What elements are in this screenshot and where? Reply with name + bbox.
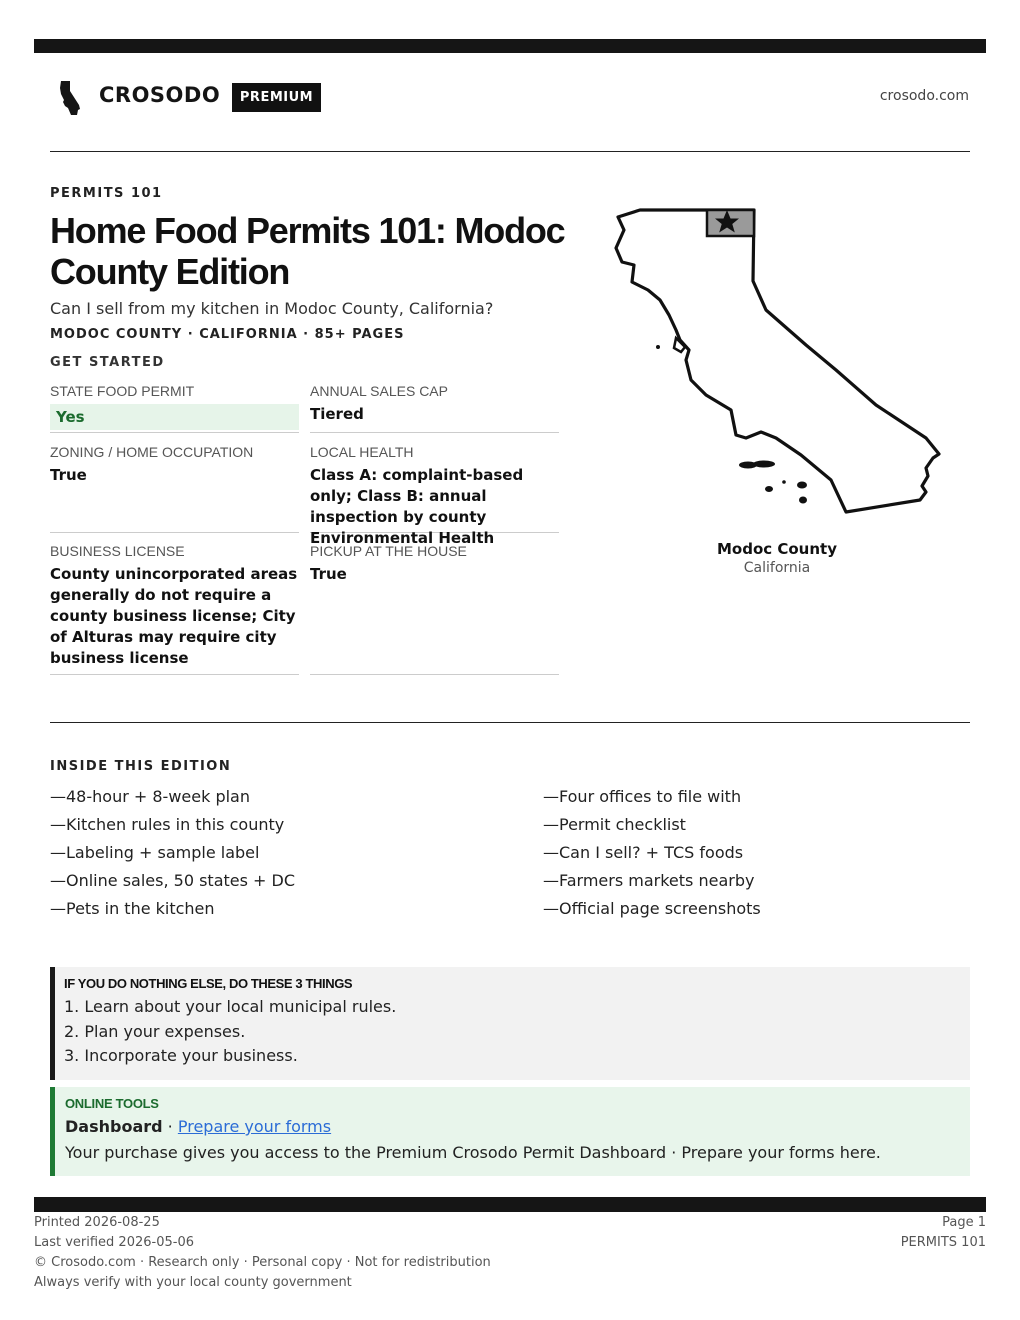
tools-title: ONLINE TOOLS bbox=[65, 1096, 159, 1111]
list-item: 2. Plan your expenses. bbox=[64, 1021, 246, 1041]
separator: · bbox=[162, 1117, 178, 1136]
fact-value: True bbox=[310, 565, 347, 583]
footer-left bbox=[34, 1213, 491, 1293]
list-item: —48-hour + 8-week plan bbox=[50, 787, 250, 806]
california-state-icon bbox=[58, 80, 82, 116]
tools-links-line bbox=[65, 1117, 970, 1143]
header bbox=[50, 72, 970, 122]
list-item: —Four offices to file with bbox=[543, 787, 742, 806]
fact-label: PICKUP AT THE HOUSE bbox=[310, 543, 467, 559]
map-caption bbox=[697, 540, 857, 576]
verified-date: Last verified 2026-05-06 bbox=[34, 1235, 194, 1250]
copyright-notice: © Crosodo.com · Research only · Personal copy · Not for redistribution bbox=[34, 1255, 491, 1270]
get-started-heading: GET STARTED bbox=[50, 355, 165, 370]
fact-label: ZONING / HOME OCCUPATION bbox=[50, 444, 254, 460]
channel-island bbox=[765, 486, 773, 492]
fact-annual-sales-cap bbox=[310, 383, 559, 433]
fact-value: Tiered bbox=[310, 405, 364, 423]
state-outline bbox=[616, 210, 939, 512]
footer-right bbox=[901, 1213, 986, 1253]
fact-state-food-permit bbox=[50, 383, 299, 433]
toc-column-right bbox=[543, 787, 963, 927]
footer-bar bbox=[34, 1197, 986, 1212]
section-divider bbox=[50, 722, 970, 723]
fact-value: Yes bbox=[50, 404, 299, 430]
fact-label: LOCAL HEALTH bbox=[310, 444, 414, 460]
prepare-forms-link[interactable]: Prepare your forms bbox=[177, 1117, 332, 1136]
channel-island bbox=[753, 461, 775, 468]
site-url[interactable]: crosodo.com bbox=[879, 88, 969, 104]
map-county-name: Modoc County bbox=[716, 540, 837, 558]
channel-island bbox=[799, 497, 807, 504]
top-bar bbox=[34, 39, 986, 53]
page-subtitle: Can I sell from my kitchen in Modoc County, California? bbox=[50, 299, 494, 318]
list-item: —Online sales, 50 states + DC bbox=[50, 871, 296, 890]
footer-section: PERMITS 101 bbox=[900, 1235, 986, 1250]
fact-local-health bbox=[310, 444, 559, 547]
verify-note: Always verify with your local county government bbox=[34, 1275, 352, 1290]
tools-description: Your purchase gives you access to the Premium Crosodo Permit Dashboard · Prepare your forms here. bbox=[65, 1143, 881, 1162]
fact-zoning bbox=[50, 444, 299, 533]
list-item: 3. Incorporate your business. bbox=[64, 1046, 298, 1065]
page-number: Page 1 bbox=[942, 1215, 986, 1230]
list-item: 1. Learn about your local municipal rules. bbox=[64, 997, 397, 1016]
toc-column-left bbox=[50, 787, 470, 927]
list-item: —Can I sell? + TCS foods bbox=[543, 843, 744, 862]
fact-pickup bbox=[310, 543, 559, 675]
dashboard-label: Dashboard bbox=[65, 1117, 163, 1136]
farallon-island bbox=[656, 345, 660, 349]
fact-value: Class A: complaint-based only; Class B: annual inspection by county Environmental Health bbox=[310, 466, 524, 547]
list-item: —Pets in the kitchen bbox=[50, 899, 215, 918]
california-map bbox=[606, 200, 946, 520]
callout-title: IF YOU DO NOTHING ELSE, DO THESE 3 THINGS bbox=[64, 976, 353, 991]
printed-date: Printed 2026-08-25 bbox=[34, 1215, 160, 1230]
list-item: —Farmers markets nearby bbox=[543, 871, 755, 890]
premium-badge: PREMIUM bbox=[232, 83, 321, 112]
bay-area-detail bbox=[674, 338, 685, 352]
fact-value: True bbox=[50, 466, 87, 484]
brand-name: CROSODO bbox=[99, 83, 221, 107]
edition-meta: MODOC COUNTY · CALIFORNIA · 85+ PAGES bbox=[50, 327, 405, 342]
channel-island bbox=[797, 482, 807, 489]
channel-island bbox=[782, 480, 786, 484]
section-kicker: PERMITS 101 bbox=[50, 186, 163, 201]
fact-label: BUSINESS LICENSE bbox=[50, 543, 185, 559]
inside-edition-heading: INSIDE THIS EDITION bbox=[50, 759, 232, 774]
list-item: —Kitchen rules in this county bbox=[50, 815, 285, 834]
list-item: —Official page screenshots bbox=[543, 899, 761, 918]
list-item: —Permit checklist bbox=[543, 815, 686, 834]
fact-label: STATE FOOD PERMIT bbox=[50, 383, 195, 399]
map-state-name: California bbox=[743, 560, 811, 576]
fact-value: County unincorporated areas generally do not require a county business license; City of Alturas may require city business license bbox=[50, 565, 298, 667]
fact-business-license bbox=[50, 543, 299, 675]
fact-label: ANNUAL SALES CAP bbox=[310, 383, 448, 399]
list-item: —Labeling + sample label bbox=[50, 843, 260, 862]
priority-callout bbox=[50, 967, 970, 1080]
page-title: Home Food Permits 101: Modoc County Edition bbox=[50, 210, 565, 292]
header-divider bbox=[50, 151, 970, 152]
online-tools-box bbox=[50, 1087, 970, 1176]
